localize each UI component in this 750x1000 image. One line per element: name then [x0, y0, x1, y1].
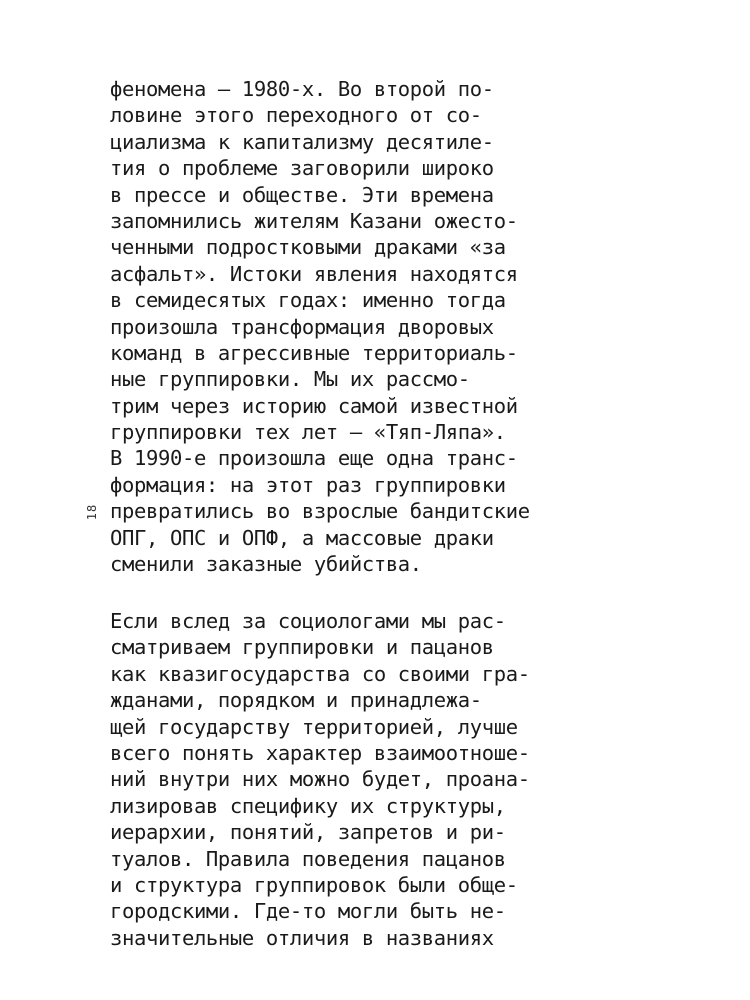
text-line: феномена — 1980-х. Во второй по- — [110, 77, 494, 101]
text-line: формация: на этот раз группировки — [110, 472, 506, 497]
text-line: сматриваем группировки и пацанов — [110, 635, 494, 660]
paragraph-2 — [110, 608, 590, 951]
text-line: жданами, порядком и принадлежа- — [110, 688, 482, 713]
text-line: запомнились жителям Казани ожесто- — [110, 208, 518, 233]
text-line: ловине этого переходного от со- — [110, 103, 482, 128]
text-line: команд в агрессивные территориаль- — [110, 340, 518, 365]
text-line: произошла трансформация дворовых — [110, 314, 494, 339]
text-line: значительные отличия в названиях — [110, 925, 494, 950]
text-line: туалов. Правила поведения пацанов — [110, 846, 506, 871]
text-line: ний внутри них можно будет, проана- — [110, 767, 530, 792]
text-line: городскими. Где-то могли быть не- — [110, 899, 506, 924]
text-line: Если вслед за социологами мы рас- — [110, 609, 506, 633]
text-line: превратились во взрослые бандитские — [110, 499, 530, 524]
text-line: щей государству территорией, лучше — [110, 714, 518, 739]
text-line: трим через историю самой известной — [110, 393, 518, 418]
text-line: сменили заказные убийства. — [110, 552, 422, 577]
paragraph-1 — [110, 76, 590, 577]
text-line: в прессе и обществе. Эти времена — [110, 182, 494, 207]
text-line: ОПГ, ОПС и ОПФ, а массовые драки — [110, 525, 494, 550]
page-number: 18 — [85, 503, 99, 521]
text-line: асфальт». Истоки явления находятся — [110, 261, 518, 286]
text-line: ченными подростковыми драками «за — [110, 235, 506, 260]
text-line: лизировав специфику их структуры, — [110, 793, 506, 818]
text-line: всего понять характер взаимоотноше- — [110, 740, 530, 765]
text-line: и структура группировок были обще- — [110, 872, 518, 897]
text-line: ные группировки. Мы их рассмо- — [110, 367, 470, 392]
text-line: в семидесятых годах: именно тогда — [110, 288, 506, 313]
text-line: тия о проблеме заговорили широко — [110, 156, 494, 181]
text-line: как квазигосударства со своими гра- — [110, 661, 530, 686]
text-line: В 1990-е произошла еще одна транс- — [110, 446, 518, 471]
text-line: группировки тех лет — «Тяп-Ляпа». — [110, 420, 506, 445]
text-line: циализма к капитализму десятиле- — [110, 129, 494, 154]
text-line: иерархии, понятий, запретов и ри- — [110, 820, 506, 845]
